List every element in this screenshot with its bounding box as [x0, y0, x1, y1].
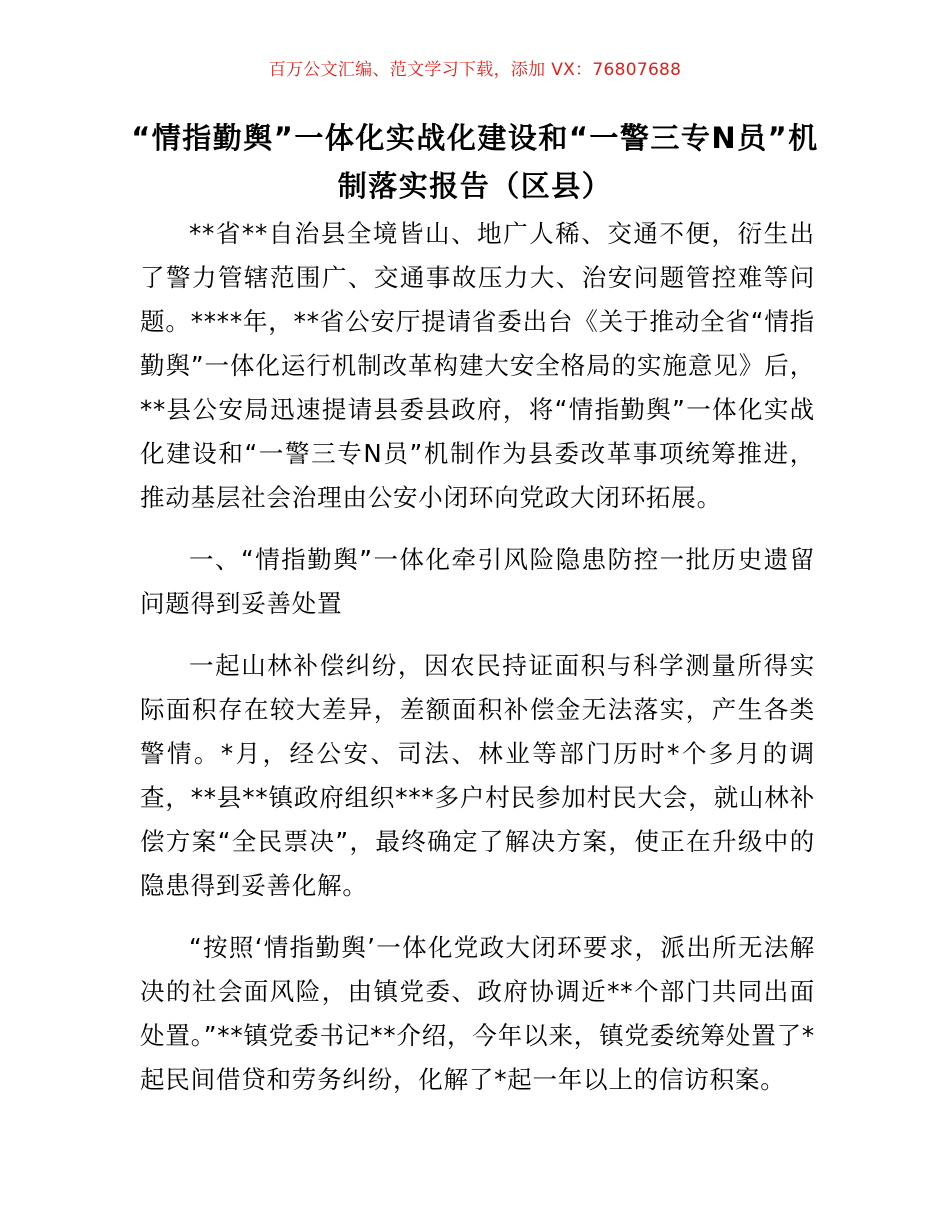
paragraph-intro: **省**自治县全境皆山、地广人稀、交通不便，衍生出了警力管辖范围广、交通事故压力大、治安问题管控难等问题。****年，**省公安厅提请省委出台《关于推动全省“情指勤舆”一体化运行机制改革构建大安全格局的实施意见》后，**县公安局迅速提请县委县政府，将“情指勤舆”一体化实战化建设和“一警三专N员”机制作为县委改革事项统筹推进，推动基层社会治理由公安小闭环向党政大闭环拓展。: [140, 219, 815, 512]
paragraph-party-closed-loop: “按照‘情指勤舆’一体化党政大闭环要求，派出所无法解决的社会面风险，由镇党委、政府协调近**个部门共同出面处置。”**镇党委书记**介绍，今年以来，镇党委统筹处置了*起民间借贷和劳务纠纷，化解了*起一年以上的信访积案。: [140, 933, 815, 1094]
header-promo-note: 百万公文汇编、范文学习下载，添加 VX：76807688: [268, 60, 682, 80]
document-body: [140, 212, 815, 1120]
document-title: “情指勤舆”一体化实战化建设和“一警三专N员”机制落实报告（区县）: [131, 121, 819, 203]
section-heading-1: 一、“情指勤舆”一体化牵引风险隐患防控一批历史遗留问题得到妥善处置: [140, 545, 815, 618]
paragraph-forest-dispute: 一起山林补偿纠纷，因农民持证面积与科学测量所得实际面积存在较大差异，差额面积补偿金无法落实，产生各类警情。*月，经公安、司法、林业等部门历时*个多月的调查，**县**镇政府组织***多户村民参加村民大会，就山林补偿方案“全民票决”，最终确定了解决方案，使正在升级中的隐患得到妥善化解。: [140, 651, 815, 900]
